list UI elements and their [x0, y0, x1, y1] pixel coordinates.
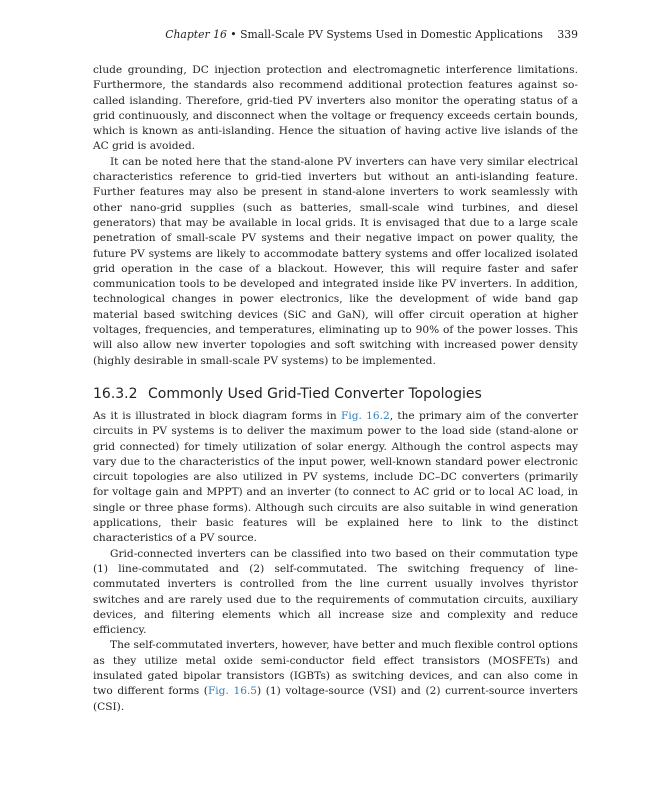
- figure-link-16-5[interactable]: Fig. 16.5: [207, 685, 258, 698]
- paragraph-standalone-inverters: It can be noted here that the stand-alone PV inverters can have very similar electrical characteristics reference to grid-tied inverters but without an anti-islanding feature. Further features may also be present in stand-alone inverters to work seamlessly with other nano-grid supplies (such as batteries, small-scale wind turbines, and diesel generators) that may be available in local grids. It is envisaged that due to a large scale penetration of small-scale PV systems and their negative impact on power quality, the future PV systems are likely to accommodate battery systems and offer localized isolated grid operation in the case of a blackout. However, this will require faster and safer communication tools to be developed and integrated inside like PV inverters. In addition, technological changes in power electronics, like the development of wide band gap material based switching devices (SiC and GaN), will offer circuit operation at higher voltages, frequencies, and temperatures, eliminating up to 90% of the power losses. This will also allow new inverter topologies and soft switching with increased power density (highly desirable in small-scale PV systems) to be implemented.: [93, 155, 578, 367]
- section-number: 16.3.2: [93, 385, 138, 402]
- text-span: , the primary aim of the converter circuits in PV systems is to deliver the maximum power to the load side (stand-alone or grid connected) for timely utilization of solar energy. Although the control aspects may vary due to the characteristics of the input power, well-known standard power electronic circuit topologies are also utilized in PV systems, include DC–DC converters (primarily for voltage gain and MPPT) and an inverter (to connect to AC grid or to local AC load, in single or three phase forms). Although such circuits are also suitable in wind generation applications, their basic features will be explained here to link to the distinct characteristics of a PV source.: [93, 409, 579, 545]
- chapter-title: Small-Scale PV Systems Used in Domestic Applications: [240, 28, 543, 41]
- paragraph-self-commutated: [93, 638, 578, 714]
- running-header: [93, 28, 578, 42]
- page-number: 339: [557, 28, 578, 41]
- section-title: Commonly Used Grid-Tied Converter Topologies: [147, 385, 482, 402]
- paragraph-commutation-types: Grid-connected inverters can be classified into two based on their commutation type (1) line-commutated and (2) self-commutated. The switching frequency of line-commutated inverters is controlled from the line current usually involves thyristor switches and are rarely used due to the requirements of commutation circuits, auxiliary devices, and filtering elements which all increase size and complexity and reduce efficiency.: [93, 547, 578, 637]
- paragraph-continued: clude grounding, DC injection protection and electromagnetic interference limitations. Furthermore, the standards also recommend additional protection features against so-called islanding. Therefore, grid-tied PV inverters also monitor the operating status of a grid continuously, and disconnect when the voltage or frequency exceeds certain bounds, which is known as anti-islanding. Hence the situation of having active live islands of the AC grid is avoided.: [93, 64, 578, 153]
- page: [93, 28, 578, 715]
- chapter-label: Chapter 16: [165, 28, 227, 41]
- paragraph-converter-aim: [93, 409, 578, 547]
- text-span: ) (1) voltage-source (VSI) and (2) current-source inverters (CSI).: [93, 685, 578, 713]
- text-span: As it is illustrated in block diagram forms in: [93, 409, 341, 422]
- text-span: The self-commutated inverters, however, have better and much flexible control options as they utilize metal oxide semi-conductor field effect transistors (MOSFETs) and insulated gated bipolar transistors (IGBTs) as switching devices, and can also come in two different forms (: [93, 639, 578, 698]
- section-heading: [93, 385, 578, 403]
- header-bullet: •: [230, 28, 237, 41]
- figure-link-16-2[interactable]: Fig. 16.2: [341, 409, 390, 422]
